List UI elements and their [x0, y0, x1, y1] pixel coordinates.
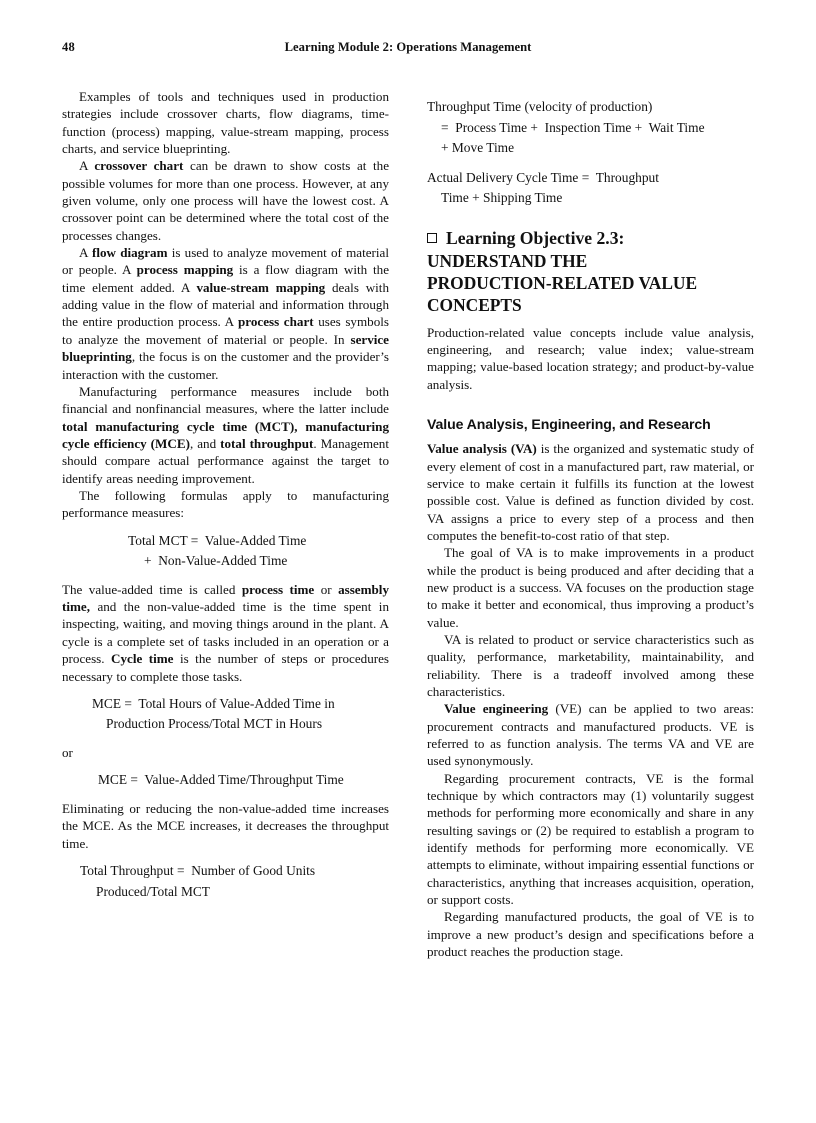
term-mct-mce: total manufacturing cycle time (MCT), manufacturing cycle efficiency (MCE)	[62, 418, 389, 451]
text-run: is the organized and systematic study of every element of cost in a manufactured part, raw material, or service to make certain it fulfills its function at the lowest possible cost. Value is defined as function divided by cost. VA assigns a price to every step of a process and then computes the benefit-to-cost ratio of that step.	[427, 441, 755, 543]
text-run: and the non-value-added time is the time spent in inspecting, waiting, and moving things around in the plant. A cycle is a complete set of tasks included in an operation or a process.	[62, 599, 389, 667]
text-run: Manufacturing performance measures include both financial and nonfinancial measures, where the latter include	[62, 383, 389, 417]
formula-line: Total Throughput = Number of Good Units	[80, 863, 316, 878]
term-process-chart: process chart	[238, 314, 314, 330]
term-process-mapping: process mapping	[136, 262, 234, 278]
paragraph-va-characteristics: VA is related to product or service characteristics such as quality, performance, marketability, maintainability, and reliability. There is a tradeoff involved among these characteristics.	[427, 631, 754, 699]
text-run: A	[79, 158, 95, 174]
text-run: is the number of steps or procedures necessary to complete those tasks.	[62, 651, 390, 684]
term-service-blueprinting: service blueprinting	[62, 331, 389, 365]
paragraph-crossover-chart	[62, 157, 389, 244]
text-run: uses symbols to analyze the movement of material or people. In	[62, 314, 389, 347]
formula-total-throughput	[62, 861, 389, 902]
text-run: , the focus is on the customer and the provider’s interaction with the customer.	[62, 349, 389, 382]
paragraph-value-concepts: Production-related value concepts include value analysis, engineering, and research; value index; value-stream mapping; value-based location strategy; and product-by-value analysis.	[427, 324, 754, 392]
paragraph-manufactured-products: Regarding manufactured products, the goal of VE is to improve a new product’s design and specifications before a product reaches the production stage.	[427, 909, 754, 960]
paragraph-value-engineering	[427, 700, 754, 769]
paragraph-value-added-time	[62, 581, 389, 685]
paragraph-goal-of-va: The goal of VA is to make improvements in a product while the product is being produced and after deciding that a new product is a success. VA focuses on the production stage to make it better and economical, thus improving a product’s value.	[427, 545, 754, 630]
running-head	[62, 40, 754, 60]
formula-line: + Non-Value-Added Time	[144, 553, 288, 569]
subheading-value-analysis: Value Analysis, Engineering, and Research	[427, 416, 711, 433]
formula-line: = Process Time + Inspection Time + Wait Time	[441, 119, 705, 135]
paragraph-tools-techniques: Examples of tools and techniques used in production strategies include crossover charts, flow diagrams, time-function (process) mapping, value-stream mapping, process charts, and service blueprinting.	[62, 89, 389, 157]
formula-line: Production Process/Total MCT in Hours	[106, 716, 323, 732]
term-process-time: process time	[241, 581, 315, 597]
formula-actual-delivery-cycle-time	[427, 168, 754, 209]
text-run: . Management should compare actual performance against the target to identify areas needing improvement.	[62, 435, 389, 486]
paragraph-formulas-intro: The following formulas apply to manufacturing performance measures:	[62, 487, 389, 521]
running-head-title: Learning Module 2: Operations Management	[284, 40, 532, 54]
text-run: A	[79, 245, 92, 261]
objective-label: Learning Objective 2.3:	[446, 227, 625, 248]
term-value-stream-mapping: value-stream mapping	[196, 279, 326, 295]
objective-label-line	[427, 227, 754, 250]
right-column	[427, 88, 754, 1048]
formula-line: MCE = Total Hours of Value-Added Time in	[92, 695, 335, 711]
objective-title-line-1: UNDERSTAND THE	[427, 250, 588, 271]
objective-title-line-3: CONCEPTS	[427, 295, 522, 316]
term-flow-diagram: flow diagram	[91, 245, 168, 261]
term-value-analysis: Value analysis (VA)	[427, 441, 537, 457]
term-crossover-chart: crossover chart	[94, 158, 184, 174]
term-cycle-time: Cycle time	[111, 651, 174, 667]
text-run: can be drawn to show costs at the possible volumes for more than one process. However, at any given volume, only one process will have the lowest cost. A crossover point can be determined where the total cost of the processes changes.	[62, 158, 390, 243]
text-run: or	[314, 581, 339, 597]
paragraph-procurement-contracts: Regarding procurement contracts, VE is the formal technique by which contractors may (1) voluntarily suggest methods for performing more economically and share in any resulting savings or (2) be required to establish a program to identify methods for performing more economically. VE attempts to eliminate, without impairing essential functions or characteristics, anything that increases acquisition, operation, or support costs.	[427, 770, 754, 908]
formula-line: Actual Delivery Cycle Time = Throughput	[427, 169, 659, 185]
formula-line: MCE = Value-Added Time/Throughput Time	[98, 772, 344, 788]
learning-objective-heading	[427, 227, 754, 317]
term-assembly-time: assembly time,	[62, 581, 389, 615]
formula-line: Total MCT = Value-Added Time	[128, 532, 307, 548]
objective-title-line-2: PRODUCTION-RELATED VALUE	[427, 272, 698, 293]
paragraph-performance-measures	[62, 383, 389, 487]
formula-throughput-time	[427, 97, 754, 159]
square-bullet-icon	[427, 233, 437, 243]
formula-line: + Move Time	[441, 140, 515, 156]
formula-line: Produced/Total MCT	[96, 883, 210, 899]
text-run: is a flow diagram with the time element added. A	[62, 262, 390, 295]
paragraph-flow-diagram	[62, 244, 389, 383]
text-run: deals with adding value in the flow of material and information through the entire production process. A	[62, 279, 389, 330]
paragraph-value-analysis	[427, 440, 754, 544]
formula-total-mct	[62, 531, 389, 572]
term-total-throughput: total throughput	[220, 435, 314, 451]
left-column	[62, 88, 389, 1048]
paragraph-eliminating-nonvalue: Eliminating or reducing the non-value-added time increases the MCE. As the MCE increases, it decreases the throughput time.	[62, 800, 389, 851]
text-run: is used to analyze movement of material or people. A	[62, 245, 390, 278]
term-value-engineering: Value engineering	[444, 701, 549, 717]
formula-mce-throughput	[62, 770, 389, 791]
two-column-body	[62, 88, 754, 1048]
text-run: (VE) can be applied to two areas: procurement contracts and manufactured products. VE is referred to as function analysis. The terms VA and VE are used synonymously.	[427, 701, 754, 769]
formula-mce-hours	[62, 694, 389, 735]
formula-line: Time + Shipping Time	[441, 190, 563, 206]
formula-alternative-label: or	[62, 745, 73, 761]
page-number: 48	[62, 40, 75, 54]
text-run: , and	[189, 435, 221, 451]
formula-line: Throughput Time (velocity of production)	[427, 99, 653, 114]
text-run: The value-added time is called	[62, 581, 242, 597]
